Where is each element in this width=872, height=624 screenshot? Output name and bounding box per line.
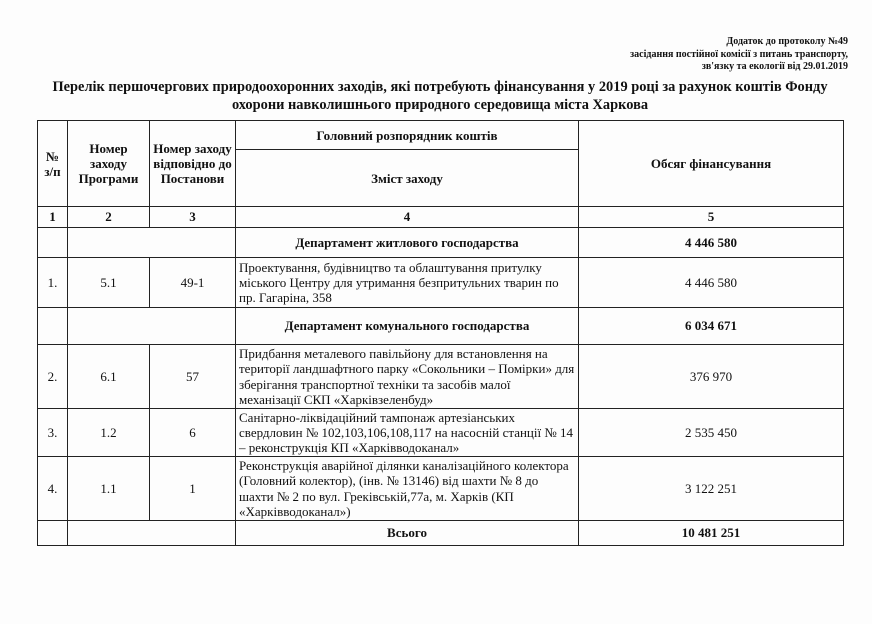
row-resolution-num: 57 bbox=[150, 345, 236, 409]
measures-table bbox=[37, 120, 844, 546]
empty-cell bbox=[68, 521, 236, 546]
department-name: Департамент житлового господарства bbox=[236, 228, 579, 258]
row-content: Санітарно-ліквідаційний тампонаж артезіанських свердловин № 102,103,106,108,117 на насосній станції № 14 – реконструкція КП «Харківводоканал» bbox=[236, 409, 579, 457]
row-num: 1. bbox=[38, 258, 68, 308]
total-amount: 10 481 251 bbox=[579, 521, 844, 546]
table-row bbox=[38, 258, 844, 308]
index-cell: 1 bbox=[38, 207, 68, 228]
empty-cell bbox=[68, 228, 236, 258]
row-program-num: 6.1 bbox=[68, 345, 150, 409]
table-row bbox=[38, 409, 844, 457]
total-row bbox=[38, 521, 844, 546]
header-program-num: Номер заходу Програми bbox=[68, 121, 150, 207]
row-program-num: 1.1 bbox=[68, 457, 150, 521]
header-manager: Головний розпорядник коштів bbox=[236, 121, 579, 150]
title-line-1: Перелік першочергових природоохоронних заходів, які потребують фінансування у 2019 році за рахунок коштів Фонду bbox=[52, 79, 828, 95]
empty-cell bbox=[38, 521, 68, 546]
row-num: 2. bbox=[38, 345, 68, 409]
column-index-row bbox=[38, 207, 844, 228]
row-program-num: 5.1 bbox=[68, 258, 150, 308]
index-cell: 4 bbox=[236, 207, 579, 228]
empty-cell bbox=[38, 228, 68, 258]
title-line-2: охорони навколишнього природного середовища міста Харкова bbox=[231, 97, 649, 113]
department-name: Департамент комунального господарства bbox=[236, 308, 579, 345]
header-row-1 bbox=[38, 121, 844, 150]
row-resolution-num: 1 bbox=[150, 457, 236, 521]
row-amount: 2 535 450 bbox=[579, 409, 844, 457]
department-amount: 6 034 671 bbox=[579, 308, 844, 345]
header-resolution-num: Номер заходу відповідно до Постанови bbox=[150, 121, 236, 207]
department-row bbox=[38, 308, 844, 345]
protocol-addendum bbox=[630, 36, 848, 74]
row-content: Проектування, будівництво та облаштування притулку міського Центру для утримання безпритульних тварин по пр. Гагаріна, 358 bbox=[236, 258, 579, 308]
row-amount: 3 122 251 bbox=[579, 457, 844, 521]
department-amount: 4 446 580 bbox=[579, 228, 844, 258]
table-row bbox=[38, 345, 844, 409]
row-amount: 4 446 580 bbox=[579, 258, 844, 308]
index-cell: 5 bbox=[579, 207, 844, 228]
header-content: Зміст заходу bbox=[236, 150, 579, 207]
row-content: Придбання металевого павільйону для встановлення на території ландшафтного парку «Сокольники – Помірки» для зберігання транспортної техніки та засобів малої механізації СКП «Харківзеленбуд» bbox=[236, 345, 579, 409]
addendum-line-3: зв'язку та екології від 29.01.2019 bbox=[701, 61, 848, 72]
header-amount: Обсяг фінансування bbox=[579, 121, 844, 207]
index-cell: 3 bbox=[150, 207, 236, 228]
empty-cell bbox=[68, 308, 236, 345]
row-program-num: 1.2 bbox=[68, 409, 150, 457]
table-row bbox=[38, 457, 844, 521]
document-title bbox=[40, 78, 840, 114]
row-amount: 376 970 bbox=[579, 345, 844, 409]
row-resolution-num: 6 bbox=[150, 409, 236, 457]
header-num: № з/п bbox=[38, 121, 68, 207]
addendum-line-1: Додаток до протоколу №49 bbox=[726, 36, 848, 47]
row-num: 3. bbox=[38, 409, 68, 457]
addendum-line-2: засідання постійної комісії з питань транспорту, bbox=[630, 48, 848, 60]
row-resolution-num: 49-1 bbox=[150, 258, 236, 308]
row-num: 4. bbox=[38, 457, 68, 521]
department-row bbox=[38, 228, 844, 258]
index-cell: 2 bbox=[68, 207, 150, 228]
empty-cell bbox=[38, 308, 68, 345]
row-content: Реконструкція аварійної ділянки каналізаційного колектора (Головний колектор), (інв. № 13146) від шахти № 8 до шахти № 2 по вул. Греківській,77а, м. Харків (КП «Харківводоканал») bbox=[236, 457, 579, 521]
total-label: Всього bbox=[236, 521, 579, 546]
